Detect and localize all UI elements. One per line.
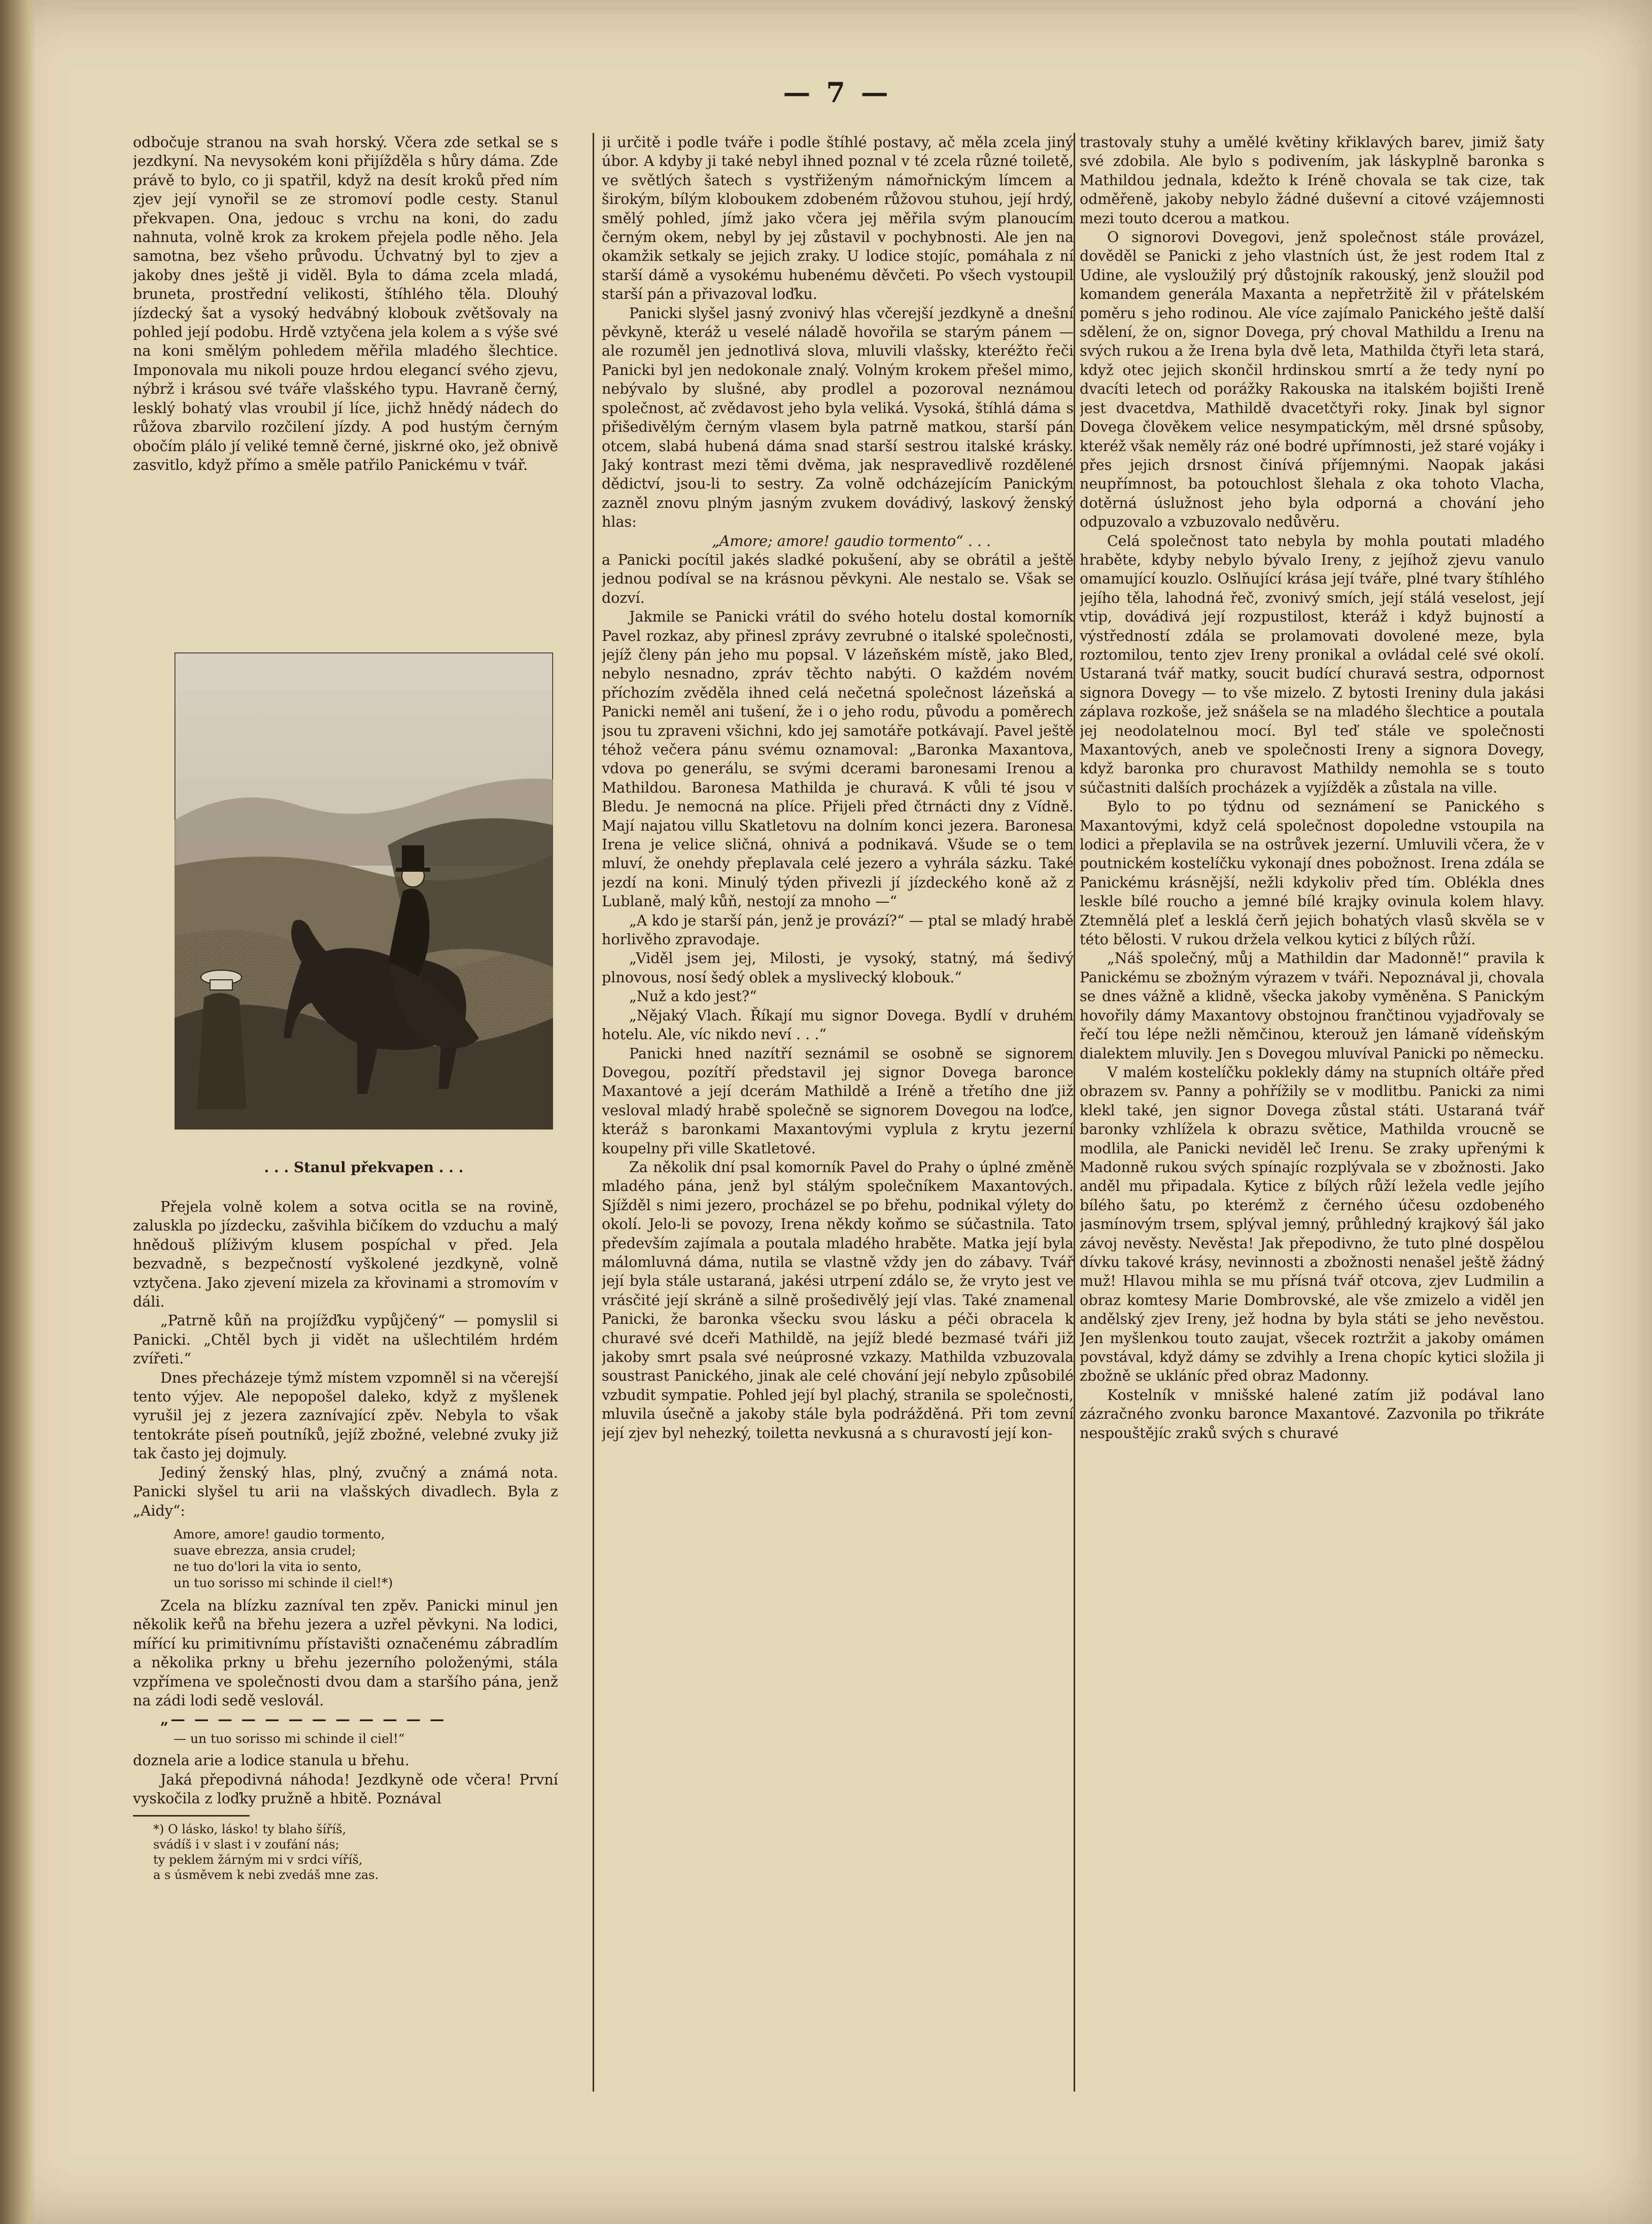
paragraph: Jaká přepodivná náhoda! Jezdkyně ode včera! První vyskočila z loďky pružně a hbitě. Poznával	[133, 1771, 558, 1807]
paragraph: odbočuje stranou na svah horský. Včera zde setkal se s jezdkyní. Na nevysokém koni přijížděla s hůry dáma. Zde právě to bylo, co ji spatřil, když na desít kroků před ním zjev její vynořil se ze stromoví podle cesty. Stanul překvapen. Ona, jedouc s vrchu na koni, do zadu nahnuta, volně krok za krokem přejela podle něho. Jela samotna, bez všeho průvodu. Úchvatný byl to zjev a jakoby dnes ještě ji viděl. Byla to dáma zcela mladá, bruneta, prostřední velikosti, štíhlého těla. Dlouhý jízdecký šat a vysoký hedvábný klobouk zvětšovaly na pohled její podobu. Hrdě vztyčena jela kolem a s výše své na koni smělým pohledem měřila mladého šlechtice. Imponovala mu nikoli pouze hrdou elegancí svého zjevu, nýbrž i krásou své tváře vlašského typu. Havraně černý, lesklý bohatý vlas vroubil jí líce, jichž hnědý nádech do růžova zbarvilo rozčilení jízdy. A pod hustým černým obočím plálo jí veliké temně černé, jiskrné oko, jež obnivě zasvitlo, když přímo a směle patřilo Panickému v tvář.	[133, 134, 558, 473]
paragraph: „Nuž a kdo jest?“	[629, 988, 757, 1005]
footnote-divider	[133, 1815, 250, 1817]
footnote-line: a s úsměvem k nebi zvedáš mne zas.	[153, 1868, 379, 1883]
column-1-top	[133, 133, 558, 640]
footnote-line: ty peklem žárným mi v srdci víříš,	[153, 1853, 363, 1867]
paragraph: Přejela volně kolem a sotva ocitla se na rovině, zaluskla po jízdecku, zašvihla bičíkem do vzduchu a malý hnědouš plíživým klusem pospíchal v před. Jela bezvadně, s bezpečností vyškolené jezdkyně, volně vztyčena. Jako zjevení mizela za křovinami a stromovím v dáli.	[133, 1199, 558, 1311]
column-3	[1080, 133, 1544, 2102]
illustration-caption: . . . Stanul překvapen . . .	[264, 1159, 464, 1176]
paragraph: V malém kostelíčku poklekly dámy na stupních oltáře před obrazem sv. Panny a pohřížily se v modlitbu. Panicki za nimi klekl také, jen signor Dovega zůstal státi. Ustaraná tvář baronky vzhlížela k obrazu světice, Mathilda vroucně se modlila, ale Panicki neviděl leč Irenu. Se zraky upřenými k Madonně rukou svých spínajíc rozplývala se v zbožnosti. Jako anděl mu připadala. Kytice z bílých růží ležela vedle jejího bílého šatu, po kterémž z černého účesu ozdobeného jasmínovým trsem, splýval jemný, průhledný krajkový šál jako závoj nevěsty. Nevěsta! Jak přepodivno, že tuto plné dospělou dívku takové krásy, nevinnosti a zbožnosti nenašel ještě žádný muž! Hlavou mihla se mu přísná tvář otcova, zjev Ludmilin a obraz komtesy Marie Dombrovské, ale vše zmizelo a viděl jen andělský zjev Ireny, jež hodna by byla státi se jeho nevěstou. Jen myšlenkou touto zaujat, všecek roztržit a jakoby omámen povstával, když dámy se zdvihly a Irena chopíc kytici složila ji zbožně se ukláníc před obraz Madonny.	[1080, 1064, 1544, 1385]
paragraph: Panicki slyšel jasný zvonivý hlas včerejší jezdkyně a dnešní pěvkyně, kteráž u veselé náladě hovořila se starým pánem — ale rozuměl jen jednotlivá slova, mluvili vlašsky, kteréžto řeči Panicki byl jen nedokonale znalý. Volným krokem přešel mimo, nebývalo by slušné, aby prodlel a pozoroval neznámou společnost, ač zvědavost jeho byla veliká. Vysoká, štíhlá dáma s přišedivělým černým vlasem byla patrně matkou, starší pán otcem, slabá hubená dáma snad starší sestrou italské krásky. Jaký kontrast mezi těmi dvěma, jak nespravedlivě rozdělené dědictví, jsou-li to sestry. Za volně odcházejícím Panickým zazněl znovu plným jasným zvukem dovádivý, laskový ženský hlas:	[602, 304, 1074, 531]
column-divider	[593, 133, 594, 2092]
page-edge-shadow	[0, 0, 36, 2224]
paragraph: Kostelník v mnišské halené zatím již podával lano zázračného zvonku baronce Maxantové. Zazvonila po třikráte nespouštějíc zraků svých s churavé	[1080, 1386, 1544, 1442]
paragraph: „Viděl jsem jej, Milosti, je vysoký, statný, má šedivý plnovous, nosí šedý oblek a myslivecký klobouk.“	[602, 950, 1074, 986]
verse-line: ne tuo do'lori la vita io sento,	[174, 1559, 362, 1574]
paragraph: Celá společnost tato nebyla by mohla poutati mladého hraběte, kdyby nebylo bývalo Ireny, z jejíhož zjevu vanulo omamující kouzlo. Oslňující krása její tváře, plné tvary štíhlého jejího těla, lahodná řeč, zvonivý smích, její stálá veselost, její vtip, dovádivá její rozpustilost, kteráž i když bujností a výstředností zdála se prolamovati dovolené meze, byla roztomilou, tento zjev Ireny pronikal a ovládal celé své okolí. Ustaraná tvář matky, soucit budící churavá sestra, odpornost signora Dovegy — to vše mizelo. Z bytosti Ireniny dula jakási záplava rozkoše, jež snášela se na mladého šlechtice a poutala jej neodolatelnou mocí. Byl teď stále ve společnosti Maxantových, aneb ve společnosti Ireny a signora Dovegy, když baronka pro churavost Mathildy nemohla se s touto súčastniti dalších procházek a vyjížděk a zůstala na ville.	[1080, 532, 1544, 796]
paragraph: Jediný ženský hlas, plný, zvučný a známá nota. Panicki slyšel tu arii na vlašských divadlech. Byla z „Aidy“:	[133, 1464, 558, 1519]
paragraph: Dnes přecházeje týmž místem vzpomněl si na včerejší tento výjev. Ale nepopošel daleko, když z myšlenek vyrušil jej z jezera zaznívající zpěv. Nebyla to však tentokráte píseň poutníků, jejíž zbožné, velebné zvuky již tak často jej dojmuly.	[133, 1369, 558, 1462]
footnote-line: *) O lásko, lásko! ty blaho šíříš,	[153, 1822, 347, 1837]
column-2	[602, 133, 1074, 2102]
paragraph: O signorovi Dovegovi, jenž společnost stále provázel, dověděl se Panicki z jeho vlastních úst, že jest rodem Ital z Udine, ale vysloužilý prý důstojník rakouský, jenž sloužil pod komandem generála Maxanta a nepřetržitě žil v přátelském poměru s jeho rodinou. Ale více zajímalo Panického ještě další sdělení, že on, signor Dovega, prý choval Mathildu a Irenu na svých rukou a že Irena byla dvě leta, Mathilda čtyři leta stará, když otec jejich skončil hrdinskou smrtí a že tedy nyní po dvacíti letech od porážky Rakouska na italském bojišti Ireně jest dvacetdva, Mathildě dvacetčtyři roky. Jinak byl signor Dovega člověkem velice nesympatickým, měl drsné spůsoby, kteréž však neměly ráz oné bodré upřímnosti, jež staré vojáky i přes jejich drsnost činívá příjemnými. Naopak jakási neupřímnost, ba potouchlost šlehala z oka tohoto Vlacha, dotěrná úslužnost jeho byla odporná a chování jeho odpuzovalo a vzbuzovalo nedůvěru.	[1080, 229, 1544, 531]
footnote-line: svádíš i v slast i v zoufání nás;	[153, 1837, 339, 1852]
aida-verse	[174, 1526, 558, 1591]
paragraph: Zcela na blízku zazníval ten zpěv. Panicki minul jen několik keřů na břehu jezera a uzřel pěvkyni. Na lodici, mířící ku primitivnímu přístavišti označenému zábradlím a několika prkny u břehu jezerního položenými, stála vzpřímena ve společnosti dvou dam a staršího pána, jenž na zádi lodi sedě veslovál.	[133, 1597, 558, 1709]
paragraph: Jakmile se Panicki vrátil do svého hotelu dostal komorník Pavel rozkaz, aby přinesl zprávy zevrubné o italské společnosti, jejíž členy pán jeho mu popsal. V lázeňském místě, jako Bled, nebylo nesnadno, zpráv těchto nabýti. O každém novém příchozím zvěděla ihned celá nečetná společnost lázeňská a Panicki neměl ani tušení, že i o jeho rodu, původu a poměrech jsou tu zpraveni všichni, kdo jej samotáře potkávají. Pavel ještě téhož večera pánu svému oznamoval: „Baronka Maxantova, vdova po generálu, se svými dcerami baronesami Irenou a Mathildou. Baronesa Mathilda je churavá. K vůli té jsou v Bledu. Je nemocná na plíce. Přijeli před čtrnácti dny z Vídně. Mají najatou villu Skatletovu na dolním konci jezera. Baronesa Irena je velice sličná, ohnivá a podnikavá. Všude se o tem mluví, že onehdy přeplavala celé jezero a vyhrála sázku. Také jezdí na koni. Minulý týden přivezli jí jízdeckého koně až z Lublaně, malý kůň, nestojí za mnoho —“	[602, 608, 1074, 910]
column-1-bottom	[133, 1197, 558, 2212]
dashes-line: „— — — — — — — — — — — —	[160, 1710, 446, 1728]
paragraph: doznela arie a lodice stanula u břehu.	[133, 1752, 409, 1769]
illustration-rider-on-horse	[175, 653, 553, 1130]
quoted-song-line: „Amore; amore! gaudio tormento“ . . .	[711, 532, 991, 550]
refrain-line: — un tuo sorisso mi schinde il ciel!“	[174, 1731, 405, 1746]
page-number: — 7 —	[783, 76, 891, 109]
paragraph: trastovaly stuhy a umělé květiny křiklavých barev, jimiž šaty své zdobila. Ale bylo s podivením, jak láskyplně baronka s Mathildou jednala, kdežto k Iréně chovala se tak cize, tak odměřeně, jakoby nebylo žádné duševní a citové vzájemnosti mezi touto dcerou a matkou.	[1080, 134, 1544, 227]
paragraph: „A kdo je starší pán, jenž je provází?“ — ptal se mladý hrabě horlivěho zpravodaje.	[602, 912, 1074, 948]
verse-line: un tuo sorisso mi schinde il ciel!*)	[174, 1575, 393, 1590]
paragraph: „Patrně kůň na projížďku vypůjčený“ — pomyslil si Panicki. „Chtěl bych ji vidět na ušlechtilém hrdém zvířeti.“	[133, 1312, 558, 1367]
paragraph: Panicki hned nazítří seznámil se osobně se signorem Dovegou, pozítří představil jej signor Dovega baronce Maxantové a její dcerám Mathildě a Iréně a třetího dne již vesloval mladý hrabě společně se signorem Dovegou na loďce, kteráž s baronkami Maxantovými vyplula z krytu jezerní koupelny při ville Skatletové.	[602, 1045, 1074, 1157]
column-divider	[1074, 133, 1075, 2092]
paragraph: Za několik dní psal komorník Pavel do Prahy o úplné změně mladého pána, jenž byl stálým společníkem Maxantových. Sjížděl s nimi jezero, procházel se po břehu, podnikal výlety do okolí. Jelo-li se povozy, Irena někdy koňmo se súčastnila. Tato především zajímala a poutala mladého hraběte. Matka její byla málomluvná dáma, nutila se vlastně vždy jen do zábavy. Tvář její byla stále ustaraná, jakési utrpení zdálo se, že vryto jest ve vrásčité její skráně a silně prošedivělý její vlas. Také znamenal Panicki, že baronka všecku svou lásku a péči obracela k churavé své dceři Mathildě, na jejíž bledé bezmasé tváři již jakoby smrt psala své neúprosné vzkazy. Mathilda vzbuzovala soustrast Panického, jinak ale celé chování její nebylo způsobilé vzbudit sympatie. Pohled její byl plachý, stranila se společnosti, mluvila úsečně a jakoby stále byla podrážděná. Při tom zevní její zjev byl nehezký, toiletta nevkusná a s churavostí její kon-	[602, 1158, 1074, 1442]
paragraph: ji určitě i podle tváře i podle štíhlé postavy, ač měla zcela jiný úbor. A kdyby ji také nebyl ihned poznal v té zcela různé toiletě, ve světlých šatech s vystřiženým námořnickým límcem a širokým, bílým kloboukem zdobeném růžovou stuhou, její hrdý, smělý pohled, jímž jako včera jej měřila svým planoucím černým okem, nebyl by jej zůstavil v pochybnosti. Ale jen na okamžik setkaly se jejich zraky. U lodice stojíc, pomáhala z ní starší dámě a vysokému hubenému děvčeti. Po všech vystoupil starší pán a přivazoval loďku.	[602, 134, 1074, 303]
footnote	[153, 1822, 558, 1883]
paragraph: „Nějaký Vlach. Říkají mu signor Dovega. Bydlí v druhém hotelu. Ale, víc nikdo neví . . .“	[602, 1007, 1074, 1043]
verse-line: suave ebrezza, ansia crudel;	[174, 1543, 356, 1558]
paragraph: „Náš společný, můj a Mathildin dar Madonně!“ pravila k Panickému se zbožným výrazem v tváři. Nepoznával ji, chovala se dnes vážně a klidně, všecka jakoby vyměněna. S Panickým hovořily dámy Maxantovy obstojnou frančtinou vyjadřovaly se řečí tou lépe nežli němčinou, kterouž jen lámaně vídeňským dialektem mluvily. Jen s Dovegou mluvíval Panicki po německu.	[1080, 950, 1544, 1062]
verse-line: Amore, amore! gaudio tormento,	[174, 1526, 385, 1542]
paragraph: Bylo to po týdnu od seznámení se Panického s Maxantovými, když celá společnost dopoledne vstoupila na lodici a přeplavila se na ostrůvek jezerní. Umluvili včera, že v poutnickém kostelíčku vykonají dnes pobožnost. Irena zdála se Panickému krásnější, nežli kdykoliv před tím. Oblékla dnes leskle bílé roucho a jemné bílé krajky ovinula kolem hlavy. Ztemnělá pleť a lesklá čerň jejich bohatých vlasů skvěla se v této bělosti. V rukou držela velkou kytici z bílých růží.	[1080, 798, 1544, 948]
paragraph: a Panicki pocítil jakés sladké pokušení, aby se obrátil a ještě jednou podíval se na krásnou pěvkyni. Ale nestalo se. Však se dozví.	[602, 551, 1074, 606]
